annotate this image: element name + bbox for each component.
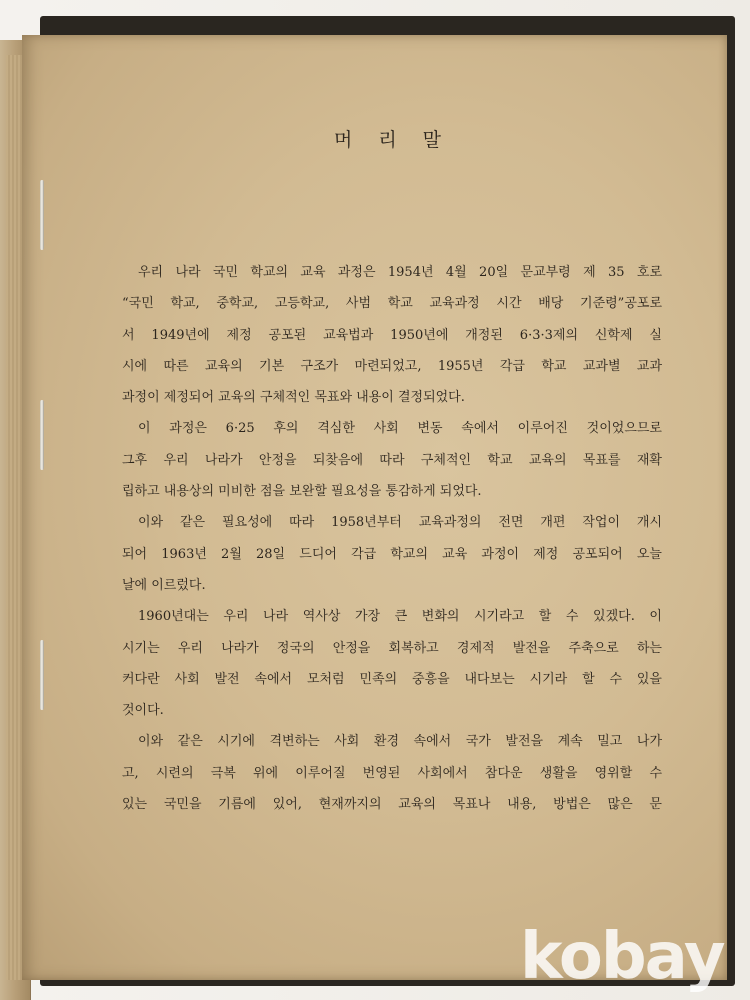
text-line: 과정이 제정되어 교육의 구체적인 목표와 내용이 결정되었다.	[122, 390, 465, 406]
text-line: 우리 나라 국민 학교의 교육 과정은 1954년 4월 20일 문교부령 제 35 호로	[138, 265, 662, 280]
text-line: 고, 시련의 극복 위에 이루어질 번영된 사회에서 참다운 생활을 영위할 수	[122, 765, 662, 781]
text-line: 시에 따른 교육의 기본 구조가 마련되었고, 1955년 각급 학교 교과별 교과	[122, 358, 662, 374]
text-line: “국민 학교, 중학교, 고등학교, 사범 학교 교육과정 시간 배당 기준령”공포로	[122, 296, 662, 312]
staple	[40, 640, 44, 710]
staple	[40, 180, 44, 250]
text-line: 서 1949년에 제정 공포된 교육법과 1950년에 개정된 6·3·3제의 신학제 실	[122, 327, 662, 343]
binding-staples	[34, 180, 54, 780]
text-line: 시기는 우리 나라가 정국의 안정을 회복하고 경제적 발전을 주축으로 하는	[122, 640, 662, 656]
page-title: 머리말	[333, 129, 468, 151]
text-line: 날에 이르렀다.	[122, 577, 206, 593]
watermark-logo: kobay	[520, 920, 724, 994]
body-text	[122, 257, 662, 820]
text-line: 이와 같은 필요성에 따라 1958년부터 교육과정의 전면 개편 작업이 개시	[138, 515, 662, 531]
text-line: 그후 우리 나라가 안정을 되찾음에 따라 구체적인 학교 교육의 목표를 재확	[122, 452, 662, 468]
book-page	[22, 35, 727, 980]
text-line: 되어 1963년 2월 28일 드디어 각급 학교의 교육 과정이 제정 공포되어 오늘	[122, 546, 662, 562]
text-line: 커다란 사회 발전 속에서 모처럼 민족의 중흥을 내다보는 시기라 할 수 있을	[122, 671, 662, 687]
staple	[40, 400, 44, 470]
text-line: 이와 같은 시기에 격변하는 사회 환경 속에서 국가 발전을 계속 밀고 나가	[138, 734, 662, 750]
text-line: 것이다.	[122, 703, 164, 719]
text-line: 립하고 내용상의 미비한 점을 보완할 필요성을 통감하게 되었다.	[122, 484, 482, 500]
text-line: 1960년대는 우리 나라 역사상 가장 큰 변화의 시기라고 할 수 있겠다. 이	[138, 609, 662, 625]
text-line: 있는 국민을 기름에 있어, 현재까지의 교육의 목표나 내용, 방법은 많은 문	[122, 797, 662, 813]
text-line: 이 과정은 6·25 후의 격심한 사회 변동 속에서 이루어진 것이었으므로	[138, 421, 662, 437]
